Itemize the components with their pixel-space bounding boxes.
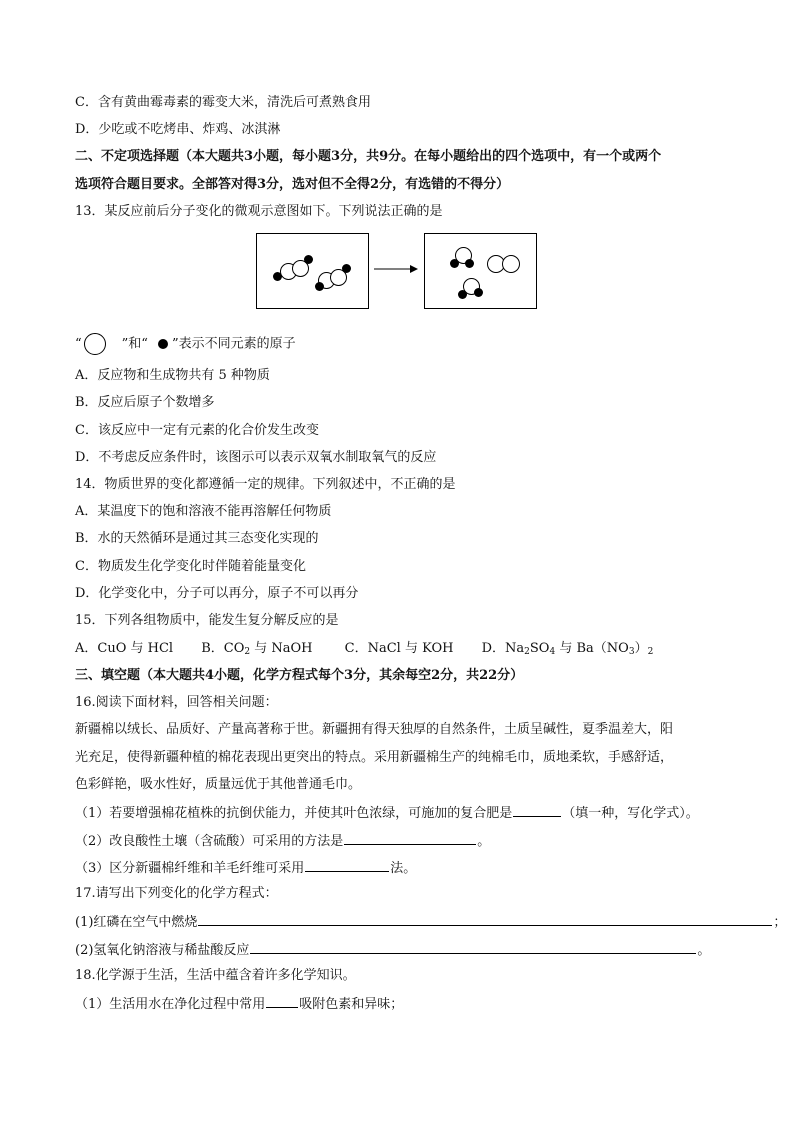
q16-passage-line1: 新疆棉以绒长、品质好、产量高著称于世。新疆拥有得天独厚的自然条件，土质呈碱性，夏季温差大，阳 xyxy=(75,722,674,737)
black-atom xyxy=(304,255,313,264)
section2-title-line1: 二、不定项选择题（本大题共3小题，每小题3分，共9分。在每小题给出的四个选项中，有一个或两个 xyxy=(75,149,662,164)
q12-option-d: D．少吃或不吃烤串、炸鸡、冰淇淋 xyxy=(75,122,281,137)
reactants-box xyxy=(256,233,369,309)
q16-passage-line3: 色彩鲜艳，吸水性好，质量远优于其他普通毛巾。 xyxy=(75,777,362,792)
products-box xyxy=(424,233,537,309)
q14-option-a: A．某温度下的饱和溶液不能再溶解任何物质 xyxy=(75,504,332,519)
answer-blank[interactable] xyxy=(198,912,772,926)
q16-stem: 16.阅读下面材料，回答相关问题： xyxy=(75,695,278,710)
q12-option-c: C．含有黄曲霉毒素的霉变大米，清洗后可煮熟食用 xyxy=(75,95,371,110)
answer-blank[interactable] xyxy=(266,994,298,1008)
section2-title-line2: 选项符合题目要求。全部答对得3分，选对但不全得2分，有选错的不得分） xyxy=(75,177,510,192)
reaction-arrow-icon xyxy=(372,263,420,275)
white-atom xyxy=(502,255,520,273)
q16-sub1: （1）若要增强棉花植株的抗倒伏能力，并使其叶色浓绿，可施加的复合肥是 （填一种，写化学式）。 xyxy=(75,803,699,823)
q15-option-d: D．$Na_2SO_4$ 与 $Ba(NO_3)_2$ xyxy=(481,641,654,657)
q13-option-c: C．该反应中一定有元素的化合价发生改变 xyxy=(75,423,319,438)
q15-options xyxy=(75,640,653,658)
answer-blank[interactable] xyxy=(513,803,561,817)
answer-blank[interactable] xyxy=(305,858,389,872)
answer-blank[interactable] xyxy=(250,940,696,954)
q16-passage-line2: 光充足，使得新疆种植的棉花表现出更突出的特点。采用新疆棉生产的纯棉毛巾，质地柔软，手感舒适， xyxy=(75,750,674,765)
q15-stem: 15．下列各组物质中，能发生复分解反应的是 xyxy=(75,613,339,628)
section3-title: 三、填空题（本大题共4小题，化学方程式每个3分，其余每空2分，共22分） xyxy=(75,668,524,683)
q14-option-d: D．化学变化中，分子可以再分，原子不可以再分 xyxy=(75,586,359,601)
q15-option-c: C．NaCl 与 KOH xyxy=(344,641,454,656)
q14-option-b: B．水的天然循环是通过其三态变化实现的 xyxy=(75,531,319,546)
black-atom xyxy=(450,259,459,268)
q13-legend: “ ”和“ ”表示不同元素的原子 xyxy=(75,333,296,356)
black-atom xyxy=(465,259,474,268)
q13-stem: 13．某反应前后分子变化的微观示意图如下。下列说法正确的是 xyxy=(75,204,443,219)
q14-stem: 14．物质世界的变化都遵循一定的规律。下列叙述中，不正确的是 xyxy=(75,477,456,492)
q15-option-b: B．$CO_2$ 与 NaOH xyxy=(201,641,313,657)
black-atom xyxy=(474,288,483,297)
q17-sub2: (2)氢氧化钠溶液与稀盐酸反应 。 xyxy=(75,940,710,960)
q13-option-d: D．不考虑反应条件时，该图示可以表示双氧水制取氧气的反应 xyxy=(75,450,437,465)
black-atom-icon xyxy=(158,339,168,349)
q18-sub1: （1）生活用水在净化过程中常用 吸附色素和异味； xyxy=(75,994,403,1014)
black-atom xyxy=(342,264,351,273)
answer-blank[interactable] xyxy=(344,831,476,845)
q16-sub2: （2）改良酸性土壤（含硫酸）可采用的方法是 。 xyxy=(75,831,490,851)
q14-option-c: C．物质发生化学变化时伴随着能量变化 xyxy=(75,559,306,574)
q13-option-b: B．反应后原子个数增多 xyxy=(75,395,215,410)
q18-stem: 18.化学源于生活，生活中蕴含着许多化学知识。 xyxy=(75,968,356,983)
q17-sub1: (1)红磷在空气中燃烧 ； xyxy=(75,912,786,932)
q15-option-a: A．CuO 与 HCl xyxy=(75,641,174,656)
q17-stem: 17.请写出下列变化的化学方程式： xyxy=(75,886,278,901)
black-atom xyxy=(315,282,324,291)
white-atom-icon xyxy=(84,333,106,355)
q16-sub3: （3）区分新疆棉纤维和羊毛纤维可采用 法。 xyxy=(75,858,416,878)
q13-option-a: A．反应物和生成物共有 5 种物质 xyxy=(75,368,270,383)
black-atom xyxy=(458,290,467,299)
